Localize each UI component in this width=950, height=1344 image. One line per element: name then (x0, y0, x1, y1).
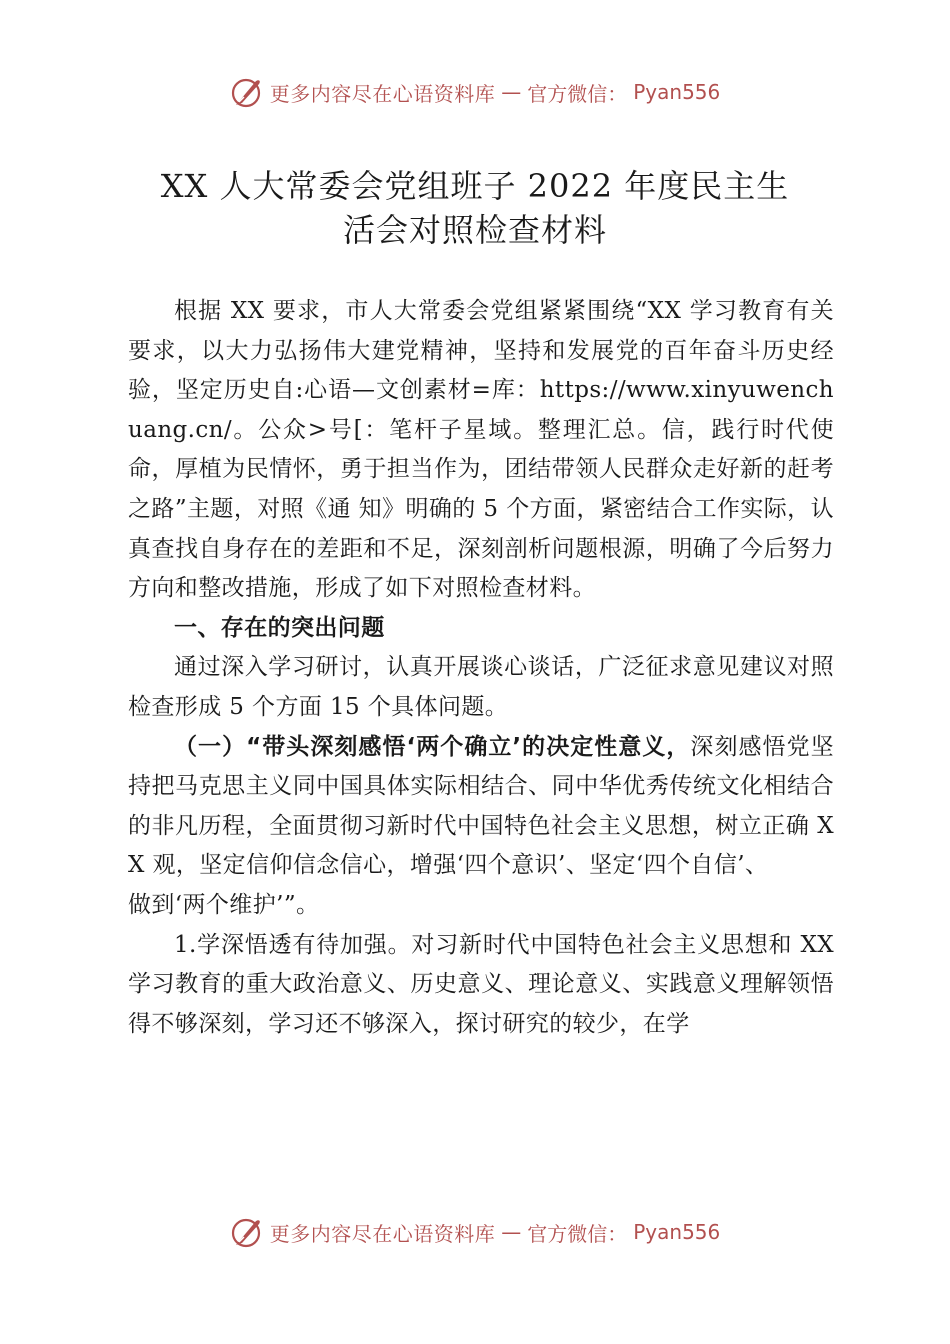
watermark-separator: — (501, 1220, 522, 1244)
title-line-2: 活会对照检查材料 (342, 211, 607, 249)
quill-pen-icon (230, 75, 264, 109)
section-text: 深刻感悟党坚持把马克思主义同中国具体实际相结合、同中华优秀传统文化相结合的非凡历程，全面贯彻习新时代中国特色社会主义思想，树立正确 XX 观，坚定信仰信念信心，增强‘四个意识’、坚定‘四个自信’、 (128, 733, 835, 879)
header-watermark (0, 72, 950, 112)
intro-paragraph: 根据 XX 要求，市人大常委会党组紧紧围绕“XX 学习教育有关要求，以大力弘扬伟大建党精神，坚持和发展党的百年奋斗历史经验，坚定历史自:心语—文创素材=库：https://www.xinyuwenchuang.cn/。公众>号[：笔杆子星域。整理汇总。信，践行时代使命，厚植为民情怀，勇于担当作为，团结带领人民群众走好新的赶考之路”主题，对照《通 知》明确的 5 个方面，紧密结合工作实际，认真查找自身存在的差距和不足，深刻剖析问题根源，明确了今后努力方向和整改措施，形成了如下对照检查材料。 (128, 298, 834, 602)
document-body (128, 292, 834, 1044)
paragraph: 通过深入学习研讨，认真开展谈心谈话，广泛征求意见建议对照检查形成 5 个方面 15 个具体问题。 (128, 654, 834, 720)
watermark-separator: — (501, 80, 522, 104)
quill-pen-icon (230, 1215, 264, 1249)
watermark-label: 官方微信： (527, 81, 628, 106)
section-lead: （一）“带头深刻感悟‘两个确立’的决定性意义， (174, 733, 691, 760)
watermark-text: 更多内容尽在心语资料库 (269, 81, 496, 106)
section-paragraph (128, 728, 834, 886)
watermark-text: 更多内容尽在心语资料库 (269, 1221, 496, 1246)
watermark-label: 官方微信： (527, 1221, 628, 1246)
watermark-wechat-id: Pyan556 (633, 1220, 721, 1244)
section-tail: 做到‘两个维护’”。 (128, 891, 320, 918)
list-item: 1.学深悟透有待加强。对习新时代中国特色社会主义思想和 XX 学习教育的重大政治意义、历史意义、理论意义、实践意义理解领悟得不够深刻，学习还不够深入，探讨研究的较少，在学 (128, 931, 834, 1037)
footer-watermark (0, 1212, 950, 1252)
watermark-wechat-id: Pyan556 (633, 80, 721, 104)
title-line-1: XX 人大常委会党组班子 2022 年度民主生 (160, 167, 790, 205)
section-heading: 一、存在的突出问题 (174, 614, 385, 641)
document-title (60, 164, 890, 252)
